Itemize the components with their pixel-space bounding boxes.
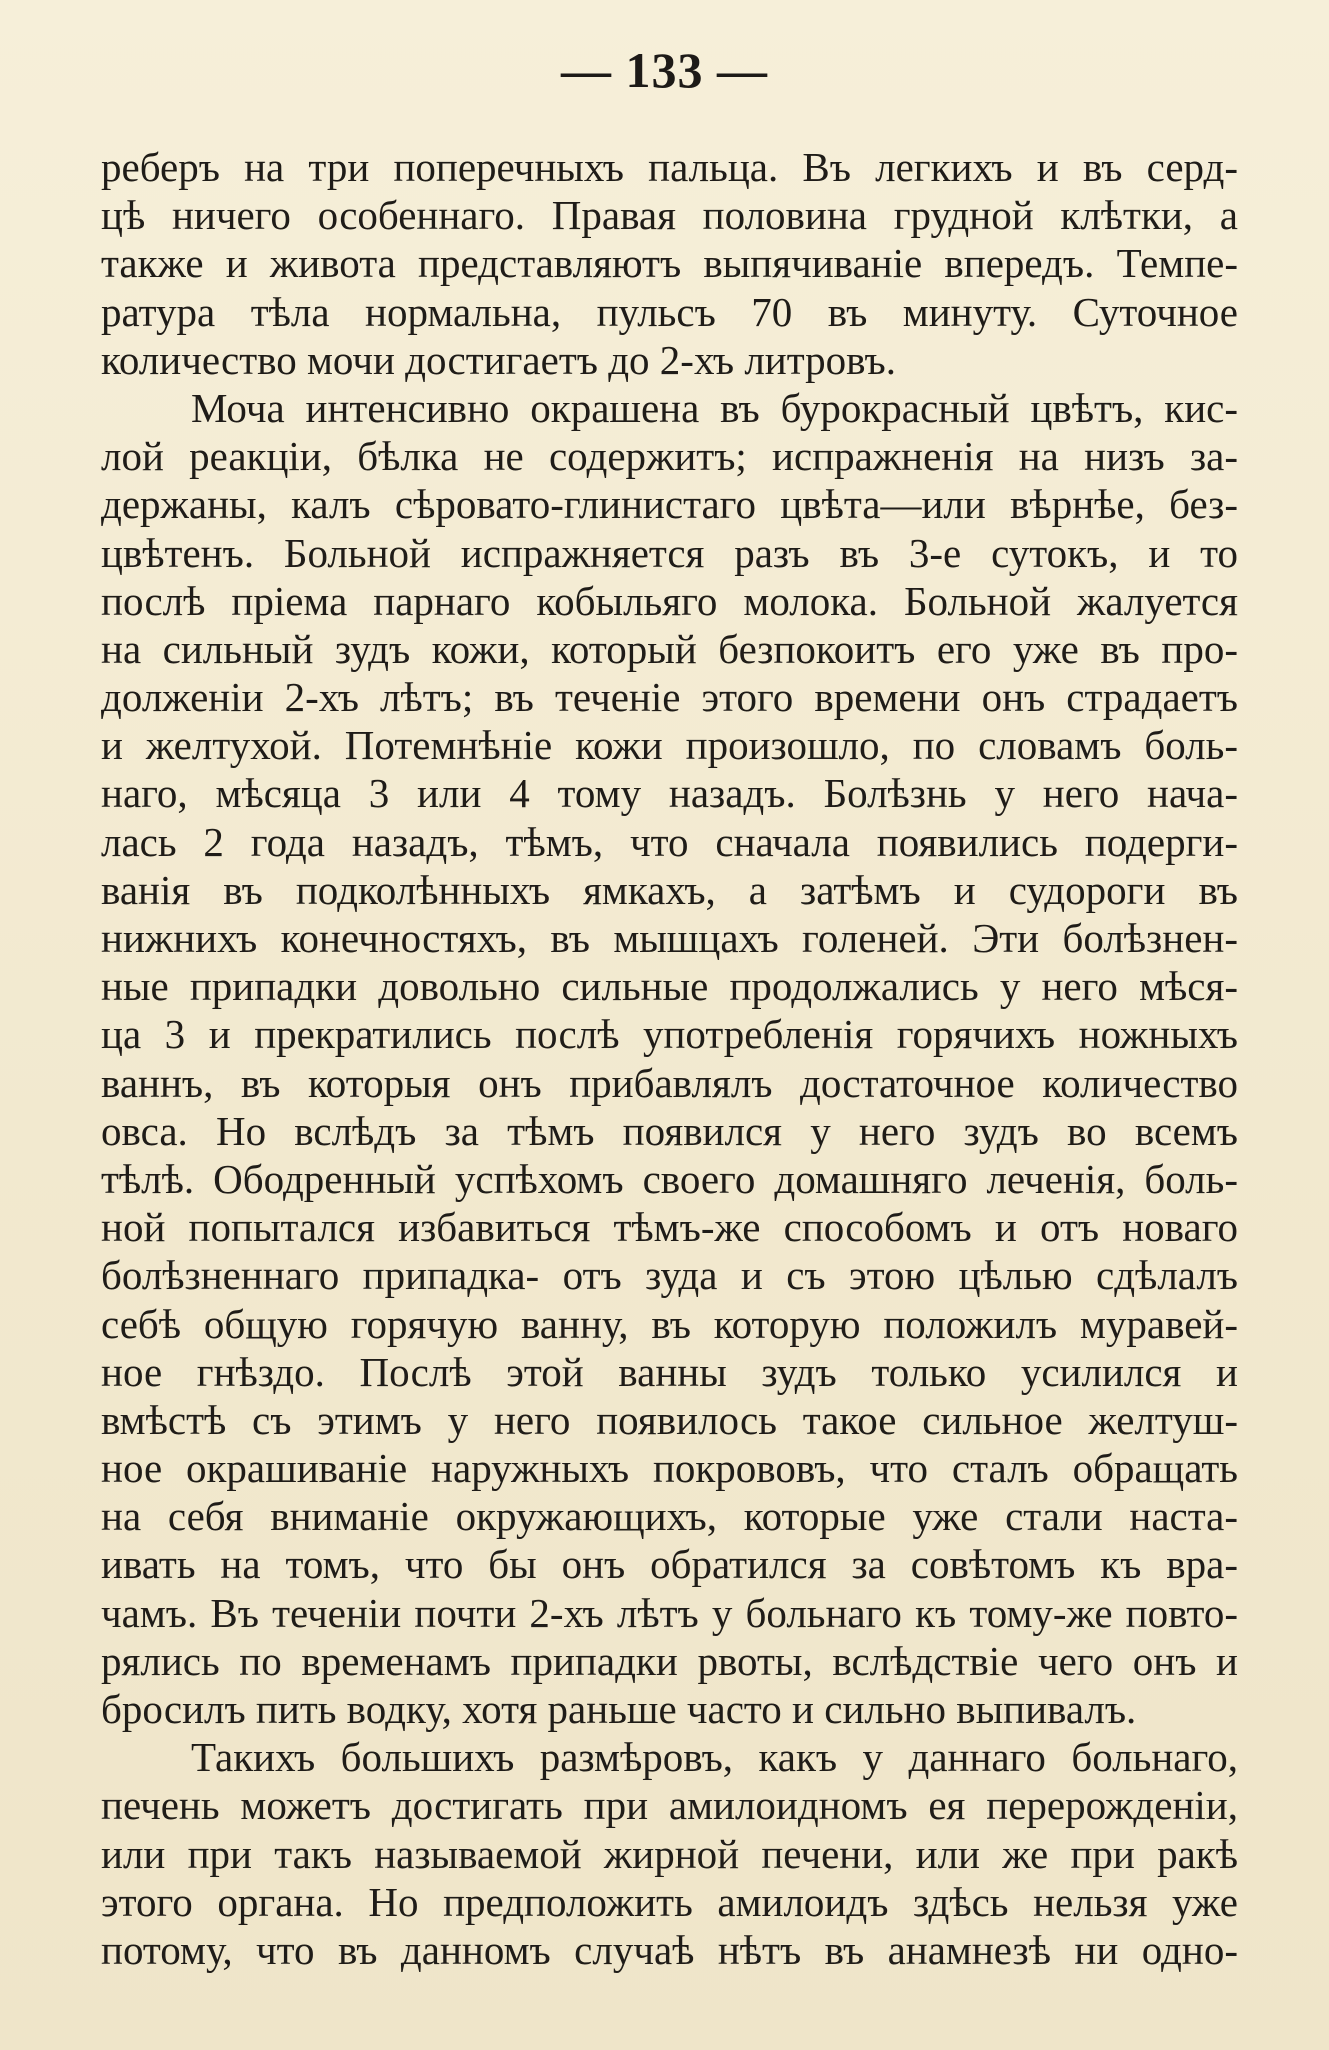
text-line: вмѣстѣ съ этимъ у него появилось такое сильное желтуш-: [101, 1396, 1238, 1443]
text-line: и желтухой. Потемнѣнiе кожи произошло, по словамъ боль-: [101, 722, 1238, 769]
text-line: печень можетъ достигать при амилоидномъ ея перерожденiи,: [101, 1782, 1238, 1829]
text-line: на себя вниманiе окружающихъ, которые уже стали наста-: [101, 1493, 1238, 1540]
text-line: овса. Но вслѣдъ за тѣмъ появился у него зудъ во всемъ: [101, 1107, 1238, 1154]
text-line: нижнихъ конечностяхъ, въ мышцахъ голеней. Эти болѣзнен-: [101, 915, 1238, 961]
body-text: [101, 143, 1238, 1974]
text-line: количество мочи достигаетъ до 2-хъ литровъ.: [101, 336, 896, 383]
text-line: лой реакцiи, бѣлка не содержитъ; испражненiя на низъ за-: [101, 433, 1238, 480]
text-line: Такихъ большихъ размѣровъ, какъ у даннаго больнаго,: [191, 1734, 1238, 1781]
text-line: послѣ прiема парнаго кобыльяго молока. Больной жалуется: [101, 577, 1238, 624]
text-line: этого органа. Но предположить амилоидъ здѣсь нельзя уже: [101, 1878, 1238, 1925]
text-line: ной попытался избавиться тѣмъ-же способомъ и отъ новаго: [101, 1204, 1238, 1251]
text-line: рялись по временамъ припадки рвоты, вслѣдствiе чего онъ и: [101, 1637, 1238, 1684]
text-line: ивать на томъ, что бы онъ обратился за совѣтомъ къ вра-: [101, 1541, 1238, 1588]
text-line: бросилъ пить водку, хотя раньше часто и сильно выпивалъ.: [101, 1686, 1137, 1732]
text-line: лась 2 года назадъ, тѣмъ, что сначала появились подерги-: [101, 818, 1238, 865]
text-line: ца 3 и прекратились послѣ употребленiя горячихъ ножныхъ: [101, 1011, 1238, 1058]
page-number: — 133 —: [561, 42, 768, 98]
text-line: цѣ ничего особеннаго. Правая половина грудной клѣтки, а: [101, 192, 1238, 239]
text-line: на сильный зудъ кожи, который безпокоитъ его уже въ про-: [101, 625, 1238, 672]
text-line: держаны, калъ сѣровато-глинистаго цвѣта—или вѣрнѣе, без-: [101, 481, 1238, 528]
text-line: ваннъ, въ которыя онъ прибавлялъ достаточное количество: [101, 1059, 1238, 1106]
text-line: болѣзненнаго припадка- отъ зуда и съ этою цѣлью сдѣлалъ: [101, 1252, 1238, 1299]
text-line: потому, что въ данномъ случаѣ нѣтъ въ анамнезѣ ни одно-: [101, 1926, 1238, 1973]
text-line: также и живота представляютъ выпячиванiе впередъ. Темпе-: [101, 240, 1238, 287]
text-line: тѣлѣ. Ободренный успѣхомъ своего домашняго леченiя, боль-: [101, 1155, 1238, 1202]
text-line: ратура тѣла нормальна, пульсъ 70 въ минуту. Суточное: [101, 288, 1238, 335]
text-line: себѣ общую горячую ванну, въ которую положилъ муравей-: [101, 1300, 1238, 1347]
text-line: Моча интенсивно окрашена въ бурокрасный цвѣтъ, кис-: [191, 384, 1238, 431]
text-line: долженiи 2-хъ лѣтъ; въ теченiе этого времени онъ страдаетъ: [101, 674, 1238, 721]
text-line: чамъ. Въ теченiи почти 2-хъ лѣтъ у больнаго къ тому-же повто-: [101, 1589, 1238, 1636]
text-line: или при такъ называемой жирной печени, или же при ракѣ: [101, 1830, 1238, 1877]
text-line: ные припадки довольно сильные продолжались у него мѣся-: [101, 963, 1238, 1010]
text-line: ное окрашиванiе наружныхъ покрововъ, что сталъ обращать: [101, 1445, 1238, 1492]
text-line: ванiя въ подколѣнныхъ ямкахъ, а затѣмъ и судороги въ: [101, 866, 1238, 913]
text-line: ное гнѣздо. Послѣ этой ванны зудъ только усилился и: [101, 1348, 1238, 1395]
text-line: реберъ на три поперечныхъ пальца. Въ легкихъ и въ серд-: [101, 144, 1238, 190]
text-line: цвѣтенъ. Больной испражняется разъ въ 3-е сутокъ, и то: [101, 529, 1238, 576]
text-line: наго, мѣсяца 3 или 4 тому назадъ. Болѣзнь у него нача-: [101, 770, 1238, 817]
